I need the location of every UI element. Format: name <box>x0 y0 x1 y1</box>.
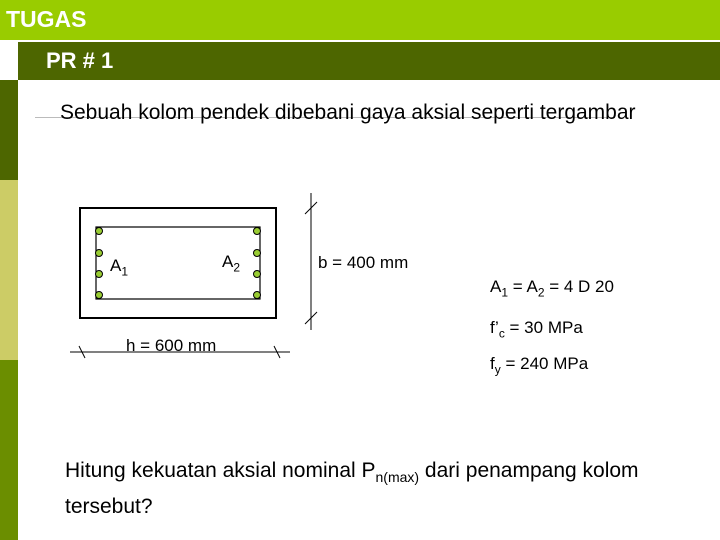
slide-title: TUGAS <box>6 6 87 32</box>
rebar <box>254 292 261 299</box>
problem-statement: Sebuah kolom pendek dibebani gaya aksial seperti tergambar <box>60 101 636 124</box>
question: Hitung kekuatan aksial nominal $P_{n(max)}$ dari penampang kolom tersebut? <box>65 459 639 519</box>
rebar <box>96 250 103 257</box>
given-fc: $f’_c = 30$ MPa <box>490 318 583 341</box>
rebar <box>254 250 261 257</box>
label-width-dimension: b = 400 mm <box>318 253 409 272</box>
rebar <box>96 271 103 278</box>
slide-subtitle: PR # 1 <box>46 48 114 73</box>
given-area: $A_1 = A_2 = 4$ D 20 <box>490 277 614 300</box>
label-a1: $A_1$ <box>110 256 129 279</box>
rebar <box>96 292 103 299</box>
rebar <box>254 271 261 278</box>
label-a2: $A_2$ <box>222 252 241 275</box>
given-fy: $f_y = 240$ MPa <box>490 354 589 377</box>
label-height-dimension: h = 600 mm <box>126 336 217 355</box>
rebar <box>254 228 261 235</box>
rebar <box>96 228 103 235</box>
